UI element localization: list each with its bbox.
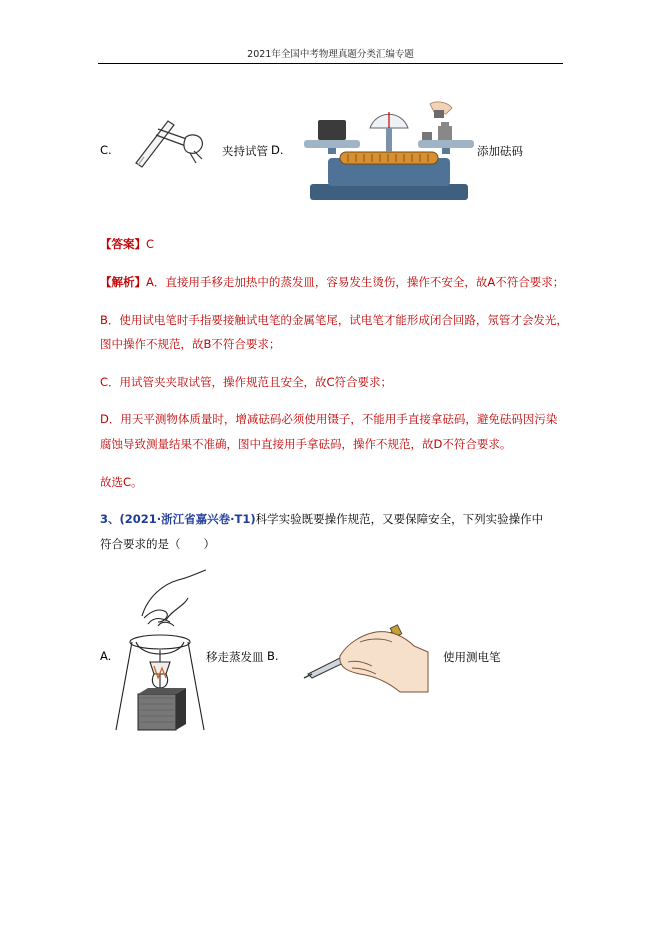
answer-value: C [146, 237, 155, 251]
answer-line [100, 236, 154, 252]
analysis-label: 【解析】 [100, 275, 146, 289]
header-divider [98, 63, 563, 64]
option-a-letter: A. [100, 649, 112, 663]
option-d-letter: D. [271, 143, 284, 157]
question-3-line-1 [100, 511, 543, 527]
test-pen-illustration [304, 616, 430, 696]
option-d-caption: 添加砝码 [477, 144, 523, 158]
analysis-text-a: A．直接用手移走加热中的蒸发皿，容易发生烫伤，操作不安全，故A不符合要求； [146, 275, 565, 289]
analysis-line-1 [100, 274, 564, 290]
question-number: 3、 [100, 512, 120, 526]
evaporating-dish-illustration [114, 570, 212, 736]
option-b-caption: 使用测电笔 [443, 650, 501, 664]
question-source: (2021·浙江省嘉兴卷·T1) [119, 512, 256, 526]
analysis-line-3: 图中操作不规范，故B不符合要求； [100, 337, 281, 351]
analysis-line-6: 腐蚀导致测量结果不准确，图中直接用手拿砝码，操作不规范，故D不符合要求。 [100, 437, 512, 451]
analysis-line-2: B．使用试电笔时手指要接触试电笔的金属笔尾，试电笔才能形成闭合回路，氖管才会发光， [100, 313, 568, 327]
question-text-1: 科学实验既要操作规范，又要保障安全，下列实验操作中 [255, 512, 544, 526]
answer-label: 【答案】 [100, 237, 146, 251]
balance-scale-illustration [300, 96, 478, 204]
analysis-line-5: D．用天平测物体质量时，增减砝码必须使用镊子，不能用手直接拿砝码，避免砝码因污染 [100, 412, 558, 426]
question-3-line-2: 符合要求的是（ ） [100, 537, 215, 551]
option-c-letter: C. [100, 143, 112, 157]
analysis-line-4: C．用试管夹夹取试管，操作规范且安全，故C符合要求； [100, 375, 393, 389]
test-tube-clamp-illustration [128, 115, 208, 170]
page-header: 2021年全国中考物理真题分类汇编专题 [247, 49, 414, 60]
conclusion: 故选C。 [100, 475, 143, 489]
option-a-caption: 移走蒸发皿 [206, 650, 264, 664]
option-b-letter: B. [267, 649, 279, 663]
option-c-caption: 夹持试管 [222, 144, 268, 158]
